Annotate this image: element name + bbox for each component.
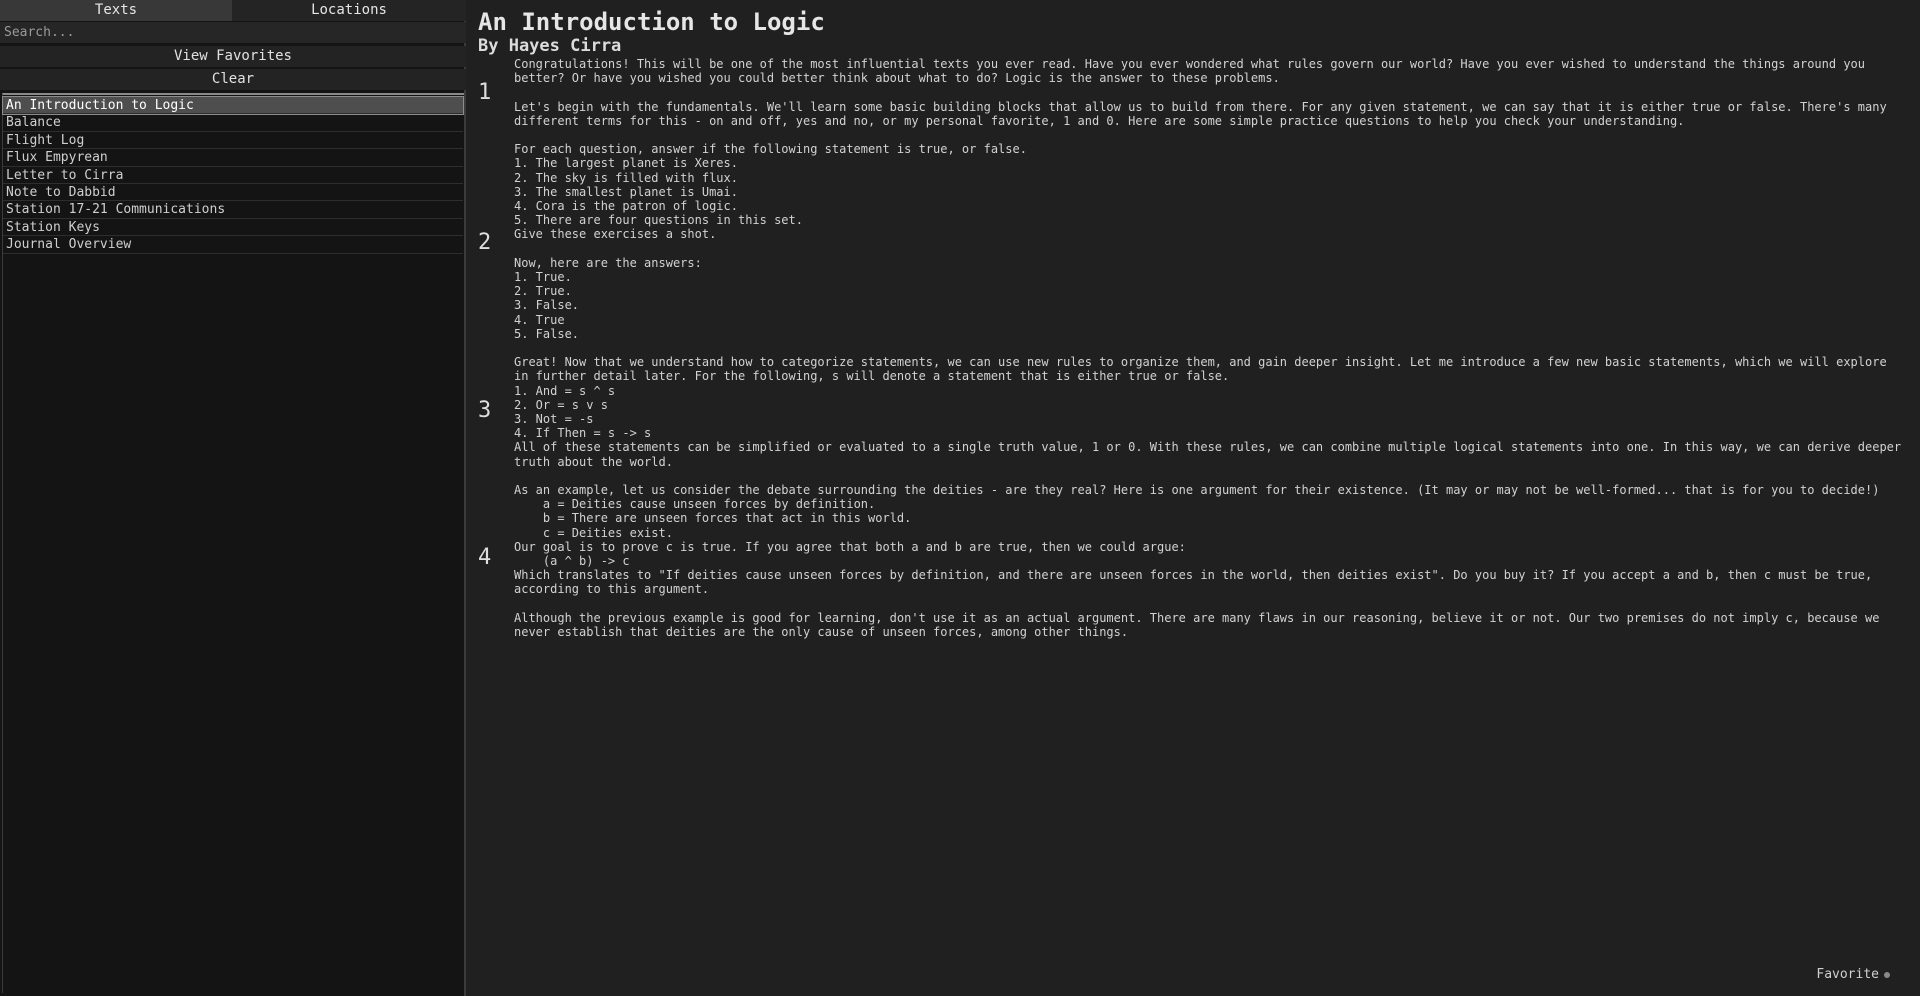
text-line: 1. And = s ^ s (514, 383, 616, 398)
text-line: All of these statements can be simplified or evaluated to a single truth value, 1 or 0. With these rules, we can combine multiple logical statements into one. In this way, we can derive deeper truth about the world. (514, 440, 1909, 469)
text-line: 1. True. (514, 270, 572, 284)
list-item[interactable]: Station Keys (3, 219, 463, 236)
text-line: Let's begin with the fundamentals. We'll learn some basic building blocks that allow us to build from there. For any given statement, we can say that it is either true or false. There's many different terms for this - on and off, yes and no, or my personal favorite, 1 and 0. Here are some simple practice questions to help you check your understanding. (514, 99, 1894, 128)
text-line: 2. True. (514, 284, 572, 299)
clear-button[interactable]: Clear (0, 69, 466, 90)
tab-bar (0, 0, 466, 21)
text-line (514, 128, 1906, 142)
page-number: 1 (478, 80, 492, 105)
page-number: 4 (478, 545, 492, 570)
text-line: As an example, let us consider the debate surrounding the deities - are they real? Here is one argument for their existence. (It may or may not be well-formed... that is for you to decide!) (514, 483, 1880, 498)
document-title: An Introduction to Logic (478, 8, 825, 36)
tab-texts[interactable]: Texts (0, 0, 232, 21)
favorite-label: Favorite (1816, 967, 1879, 982)
text-line: Congratulations! This will be one of the most influential texts you ever read. Have you ever wondered what rules govern our world? Have you ever wished to understand the things around you better? Or have you wished you could better think about what to do? Logic is the answer to these problems. (514, 57, 1873, 86)
document-body (514, 57, 1909, 640)
text-line: Give these exercises a shot. (514, 227, 717, 242)
text-line: c = Deities exist. (514, 525, 673, 540)
list-item[interactable]: Station 17-21 Communications (3, 201, 463, 218)
list-item[interactable]: Journal Overview (3, 236, 463, 253)
page-number: 3 (478, 398, 492, 423)
tab-locations[interactable]: Locations (232, 0, 466, 21)
page-number: 2 (478, 230, 492, 255)
text-line: 2. The sky is filled with flux. (514, 170, 738, 185)
text-line (514, 597, 1906, 611)
text-line: 2. Or = s v s (514, 397, 608, 412)
text-line: 3. The smallest planet is Umai. (514, 184, 738, 199)
text-line: 3. Not = -s (514, 412, 594, 427)
document-panel (468, 0, 1920, 996)
text-list (2, 93, 464, 993)
text-line: 5. False. (514, 326, 580, 341)
list-item[interactable]: Flux Empyrean (3, 149, 463, 166)
text-line (514, 242, 1906, 256)
list-item[interactable]: Note to Dabbid (3, 184, 463, 201)
list-item[interactable]: Balance (3, 114, 463, 131)
text-line: a = Deities cause unseen forces by definition. (514, 497, 876, 512)
sidebar (0, 0, 466, 996)
text-line: 5. There are four questions in this set. (514, 213, 803, 228)
list-item[interactable]: An Introduction to Logic (3, 97, 463, 114)
favorite-toggle[interactable] (1816, 967, 1890, 982)
text-line (514, 85, 1906, 99)
text-line: For each question, answer if the following statement is true, or false. (514, 142, 1027, 157)
text-line: 4. If Then = s -> s (514, 426, 652, 441)
text-line: Great! Now that we understand how to categorize statements, we can use new rules to organize them, and gain deeper insight. Let me introduce a few new basic statements, which we will explore in further detail later. For the following, s will denote a statement that is either true or false. (514, 355, 1894, 384)
view-favorites-button[interactable]: View Favorites (0, 46, 466, 67)
text-line (514, 469, 1906, 483)
text-line: (a ^ b) -> c (514, 554, 630, 569)
search-input[interactable] (0, 22, 466, 43)
document-author: By Hayes Cirra (478, 36, 622, 56)
text-line: Our goal is to prove c is true. If you agree that both a and b are true, then we could argue: (514, 539, 1186, 554)
list-item[interactable]: Letter to Cirra (3, 167, 463, 184)
text-line: Now, here are the answers: (514, 255, 702, 270)
text-line: Which translates to "If deities cause unseen forces by definition, and there are unseen forces in the world, then deities exist". Do you buy it? If you accept a and b, then c must be true, according to this argument. (514, 568, 1880, 597)
list-item[interactable]: Flight Log (3, 132, 463, 149)
text-line: 3. False. (514, 298, 580, 313)
text-line: 4. Cora is the patron of logic. (514, 199, 738, 213)
favorite-dot-icon (1884, 972, 1890, 978)
text-line: Although the previous example is good for learning, don't use it as an actual argument. There are many flaws in our reasoning, believe it or not. Our two premises do not imply c, because we never establish that deities are the only cause of unseen forces, among other things. (514, 610, 1887, 640)
text-line: 1. The largest planet is Xeres. (514, 156, 738, 171)
text-line: 4. True (514, 312, 565, 327)
text-line: b = There are unseen forces that act in this world. (514, 511, 912, 526)
text-line (514, 341, 1906, 355)
